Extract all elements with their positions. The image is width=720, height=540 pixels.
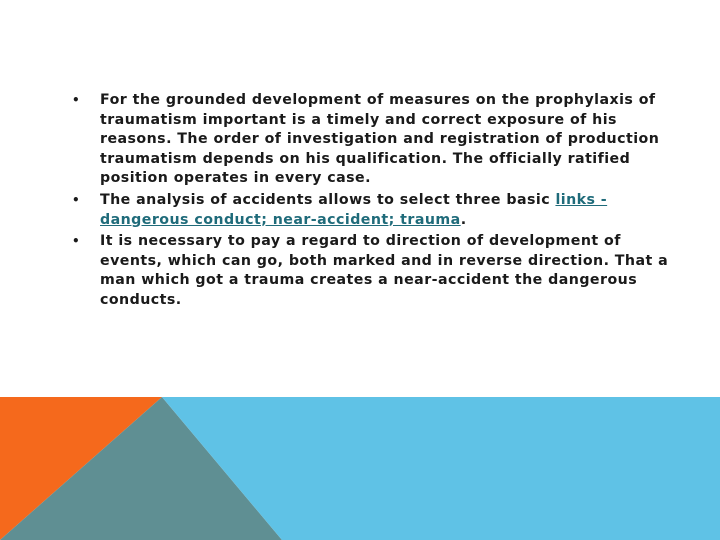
bullet-marker: •: [72, 93, 81, 107]
bullet-item-analysis: [72, 191, 672, 230]
bullet-text: The analysis of accidents allows to select three basic: [100, 191, 556, 208]
hyperlink-basic-links[interactable]: links - dangerous conduct; near-accident; trauma: [100, 191, 608, 228]
bullet-item-prophylaxis: [72, 91, 672, 189]
bullet-text: For the grounded development of measures on the prophylaxis of traumatism important is a timely and correct exposure of his reasons. The order of investigation and registration of production traumatism depends on his qualification. The officially ratified position operates in every case.: [100, 92, 660, 187]
bullet-text: It is necessary to pay a regard to direction of development of events, which can go, both marked and in reverse direction. That a man which got a trauma creates a near-accident the dangerous conducts.: [100, 233, 669, 308]
decorative-footer-shapes: [0, 397, 720, 540]
bullet-marker: •: [72, 192, 81, 207]
bullet-list: [72, 91, 672, 311]
bullet-marker: •: [72, 234, 81, 249]
bullet-item-direction: [72, 232, 672, 310]
slide-content: [72, 91, 672, 313]
bullet-text-end: .: [460, 211, 467, 228]
